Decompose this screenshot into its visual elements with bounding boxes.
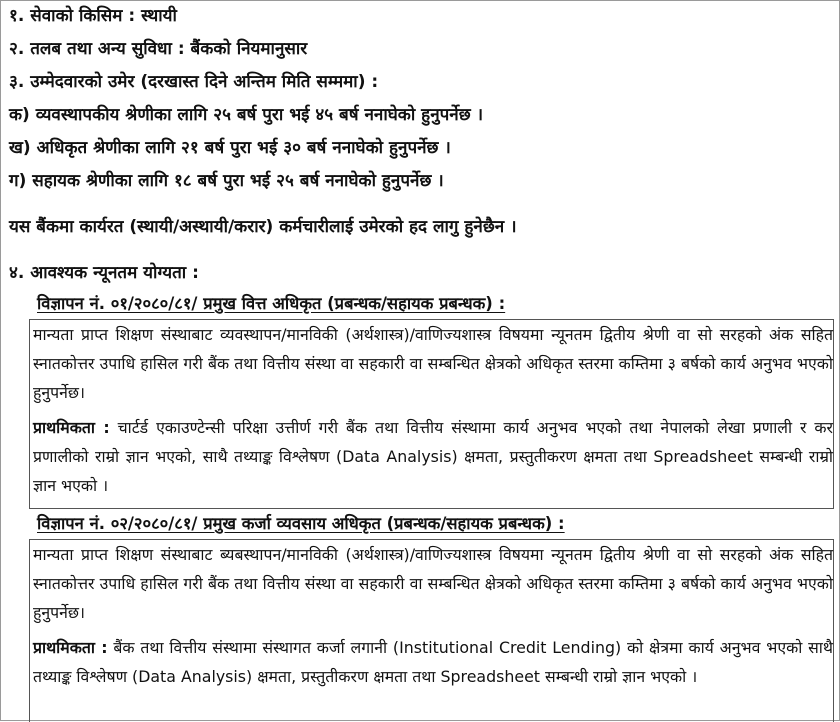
- age-rule-c: ग) सहायक श्रेणीका लागि १८ बर्ष पुरा भई २५ बर्ष ननाघेको हुनुपर्नेछ ।: [9, 171, 444, 191]
- ad-02-priority: [33, 633, 833, 691]
- salary-line: २. तलब तथा अन्य सुविधा : बैंकको नियमानुसार: [9, 39, 308, 59]
- ad-02-requirements: [29, 539, 834, 722]
- age-exemption-note: यस बैंकमा कार्यरत (स्थायी/अस्थायी/करार) कर्मचारीलाई उमेरको हद लागु हुनेछैन ।: [9, 217, 517, 237]
- age-heading: ३. उम्मेदवारको उमेर (दरखास्त दिने अन्तिम मिति सम्ममा) :: [9, 72, 379, 92]
- service-type-line: १. सेवाको किसिम : स्थायी: [9, 6, 177, 26]
- ad-01-priority: [33, 413, 833, 500]
- priority-label: प्राथमिकता :: [33, 418, 110, 437]
- ad-02-qualification: मान्यता प्राप्त शिक्षण संस्थाबाट ब्यबस्थापन/मानविकी (अर्थशास्त्र)/वाणिज्यशास्त्र विषयमा न्यूनतम द्वितीय श्रेणी वा सो सरहको अंक सहित स्नातकोत्तर उपाधि हासिल गरी बैंक तथा वित्तीय संस्था वा सहकारी वा सम्बन्धित क्षेत्रको अधिकृत स्तरमा कम्तिमा ३ बर्षको कार्य अनुभव भएको हुनुपर्नेछ।: [33, 545, 833, 622]
- priority-text: चार्टर्ड एकाउण्टेन्सी परिक्षा उत्तीर्ण गरी बैंक तथा वित्तीय संस्थामा कार्य अनुभव भएको तथा नेपालको लेखा प्रणाली र कर प्रणालीको राम्रो ज्ञान भएको, साथै तथ्याङ्क विश्लेषण (Data Analysis) क्षमता, प्रस्तुतीकरण क्षमता तथा Spreadsheet सम्बन्धी राम्रो ज्ञान भएको ।: [33, 418, 833, 495]
- priority-label: प्राथमिकता :: [33, 638, 108, 657]
- ad-01-heading: विज्ञापन नं. ०१/२०८०/८१/ प्रमुख वित्त अधिकृत (प्रबन्धक/सहायक प्रबन्धक) :: [37, 294, 506, 313]
- ad-01-qualification: मान्यता प्राप्त शिक्षण संस्थाबाट व्यवस्थापन/मानविकी (अर्थशास्त्र)/वाणिज्यशास्त्र विषयमा न्यूनतम द्वितीय श्रेणी वा सो सरहको अंक सहित स्नातकोत्तर उपाधि हासिल गरी बैंक तथा वित्तीय संस्था वा सहकारी वा सम्बन्धित क्षेत्रको अधिकृत स्तरमा कम्तिमा ३ बर्षको कार्य अनुभव भएको हुनुपर्नेछ।: [33, 325, 833, 402]
- ad-02-heading: विज्ञापन नं. ०२/२०८०/८१/ प्रमुख कर्जा व्यवसाय अधिकृत (प्रबन्धक/सहायक प्रबन्धक) :: [37, 514, 565, 533]
- ad-01-requirements: [29, 319, 834, 509]
- priority-text: बैंक तथा वित्तीय संस्थामा संस्थागत कर्जा लगानी (Institutional Credit Lending) को क्षेत्रमा कार्य अनुभव भएको साथै तथ्याङ्क विश्लेषण (Data Analysis) क्षमता, प्रस्तुतीकरण क्षमता तथा Spreadsheet सम्बन्धी राम्रो ज्ञान भएको ।: [33, 638, 833, 686]
- age-rule-a: क) व्यवस्थापकीय श्रेणीका लागि २५ बर्ष पुरा भई ४५ बर्ष ननाघेको हुनुपर्नेछ ।: [9, 105, 484, 125]
- age-rule-b: ख) अधिकृत श्रेणीका लागि २१ बर्ष पुरा भई ३० बर्ष ननाघेको हुनुपर्नेछ ।: [9, 138, 451, 158]
- qualification-heading: ४. आवश्यक न्यूनतम योग्यता :: [9, 263, 199, 283]
